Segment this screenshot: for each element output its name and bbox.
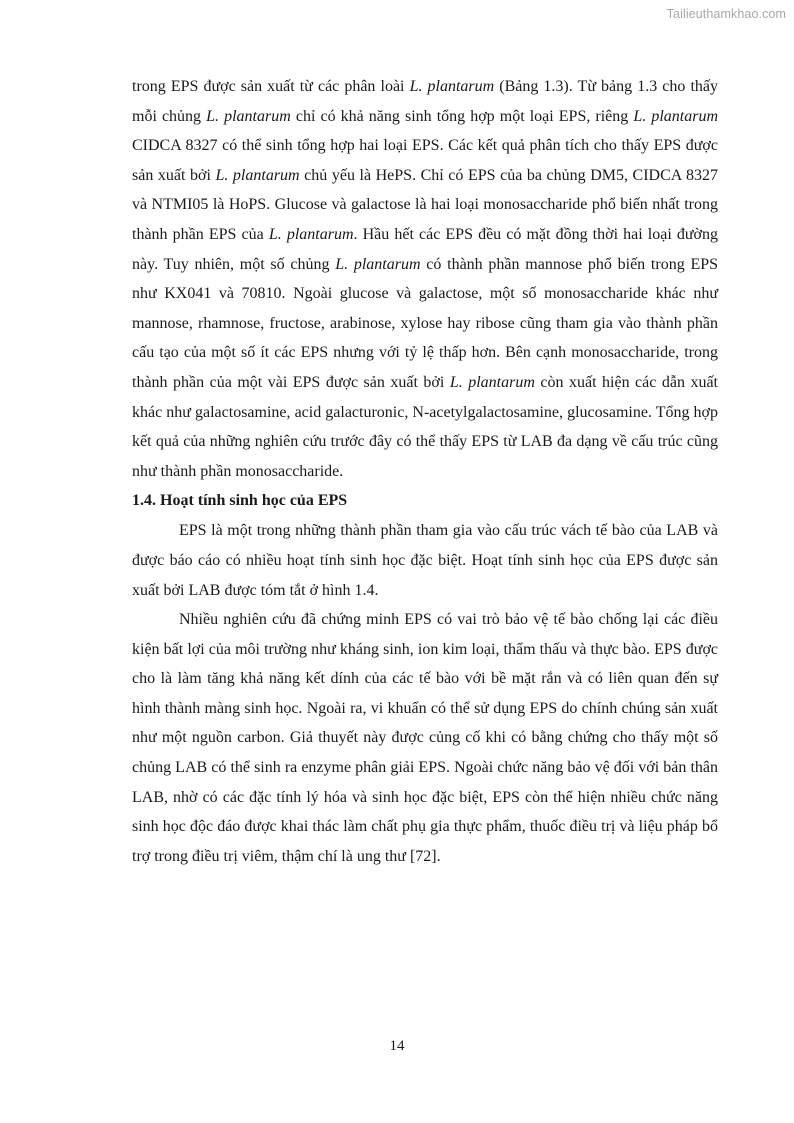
intro-paragraph: [132, 72, 718, 486]
paragraph-eps-overview: EPS là một trong những thành phần tham gia vào cấu trúc vách tế bào của LAB và được báo cáo có nhiều hoạt tính sinh học đặc biệt. Hoạt tính sinh học của EPS được sản xuất bởi LAB được tóm tắt ở hình 1.4.: [132, 522, 718, 599]
text-run: . Hầu hết các EPS đều có mặt đồng thời hai loại đường này. Tuy nhiên, một số chủng: [132, 225, 718, 273]
text-run: chỉ có khả năng sinh tổng hợp một loại EPS, riêng: [290, 107, 634, 125]
species-name: L. plantarum: [268, 225, 354, 243]
species-name: L. plantarum: [633, 107, 718, 125]
species-name: L. plantarum: [206, 107, 291, 125]
text-run: (Bảng 1.3). Từ bảng 1.3 cho thấy mỗi chủng: [132, 78, 718, 125]
page-number: 14: [389, 1038, 405, 1054]
page-body: [132, 72, 718, 871]
paragraph-eps-functions: Nhiều nghiên cứu đã chứng minh EPS có vai trò bảo vệ tế bào chống lại các điều kiện bất lợi của môi trường như kháng sinh, ion kim loại, thẩm thấu và thực bào. EPS được cho là làm tăng khả năng kết dính của các tế bào với bề mặt rắn và có liên quan đến sự hình thành màng sinh học. Ngoài ra, vi khuẩn có thể sử dụng EPS do chính chúng sản xuất như một nguồn carbon. Giả thuyết này được củng cố khi có bằng chứng cho thấy một số chủng LAB có thể sinh ra enzyme phân giải EPS. Ngoài chức năng bảo vệ đối với bản thân LAB, nhờ có các đặc tính lý hóa và sinh học đặc biệt, EPS còn thể hiện nhiều chức năng sinh học độc đáo được khai thác làm chất phụ gia thực phẩm, thuốc điều trị và liệu pháp bổ trợ trong điều trị viêm, thậm chí là ung thư [72].: [132, 611, 718, 865]
text-run: trong EPS được sản xuất từ các phân loài: [132, 78, 410, 95]
species-name: L. plantarum: [335, 255, 421, 273]
species-name: L. plantarum: [409, 78, 495, 95]
text-run: còn xuất hiện các dẫn xuất khác như galactosamine, acid galacturonic, N-acetylgalactosamine, glucosamine. Tổng hợp kết quả của những nghiên cứu trước đây có thể thấy EPS từ LAB đa dạng về cấu trúc cũng như thành phần monosaccharide.: [132, 373, 719, 480]
text-run: chủ yếu là HePS. Chỉ có EPS của ba chủng DM5, CIDCA 8327 và NTMI05 là HoPS. Glucose và galactose là hai loại monosaccharide phổ biến nhất trong thành phần EPS của: [132, 166, 718, 243]
species-name: L. plantarum: [215, 166, 300, 184]
text-run: CIDCA 8327 có thể sinh tổng hợp hai loại EPS. Các kết quả phân tích cho thấy EPS được sản xuất bởi: [132, 137, 718, 184]
watermark-text: Tailieuthamkhao.com: [666, 7, 786, 21]
text-run: có thành phần mannose phổ biến trong EPS như KX041 và 70810. Ngoài glucose và galactose, một số monosaccharide khác như mannose, rhamnose, fructose, arabinose, xylose hay ribose cũng tham gia vào thành phần cấu tạo của một số ít các EPS nhưng với tỷ lệ thấp hơn. Bên cạnh monosaccharide, trong thành phần của một vài EPS được sản xuất bởi: [132, 255, 719, 391]
section-heading: 1.4. Hoạt tính sinh học của EPS: [132, 492, 348, 510]
species-name: L. plantarum: [449, 373, 535, 391]
